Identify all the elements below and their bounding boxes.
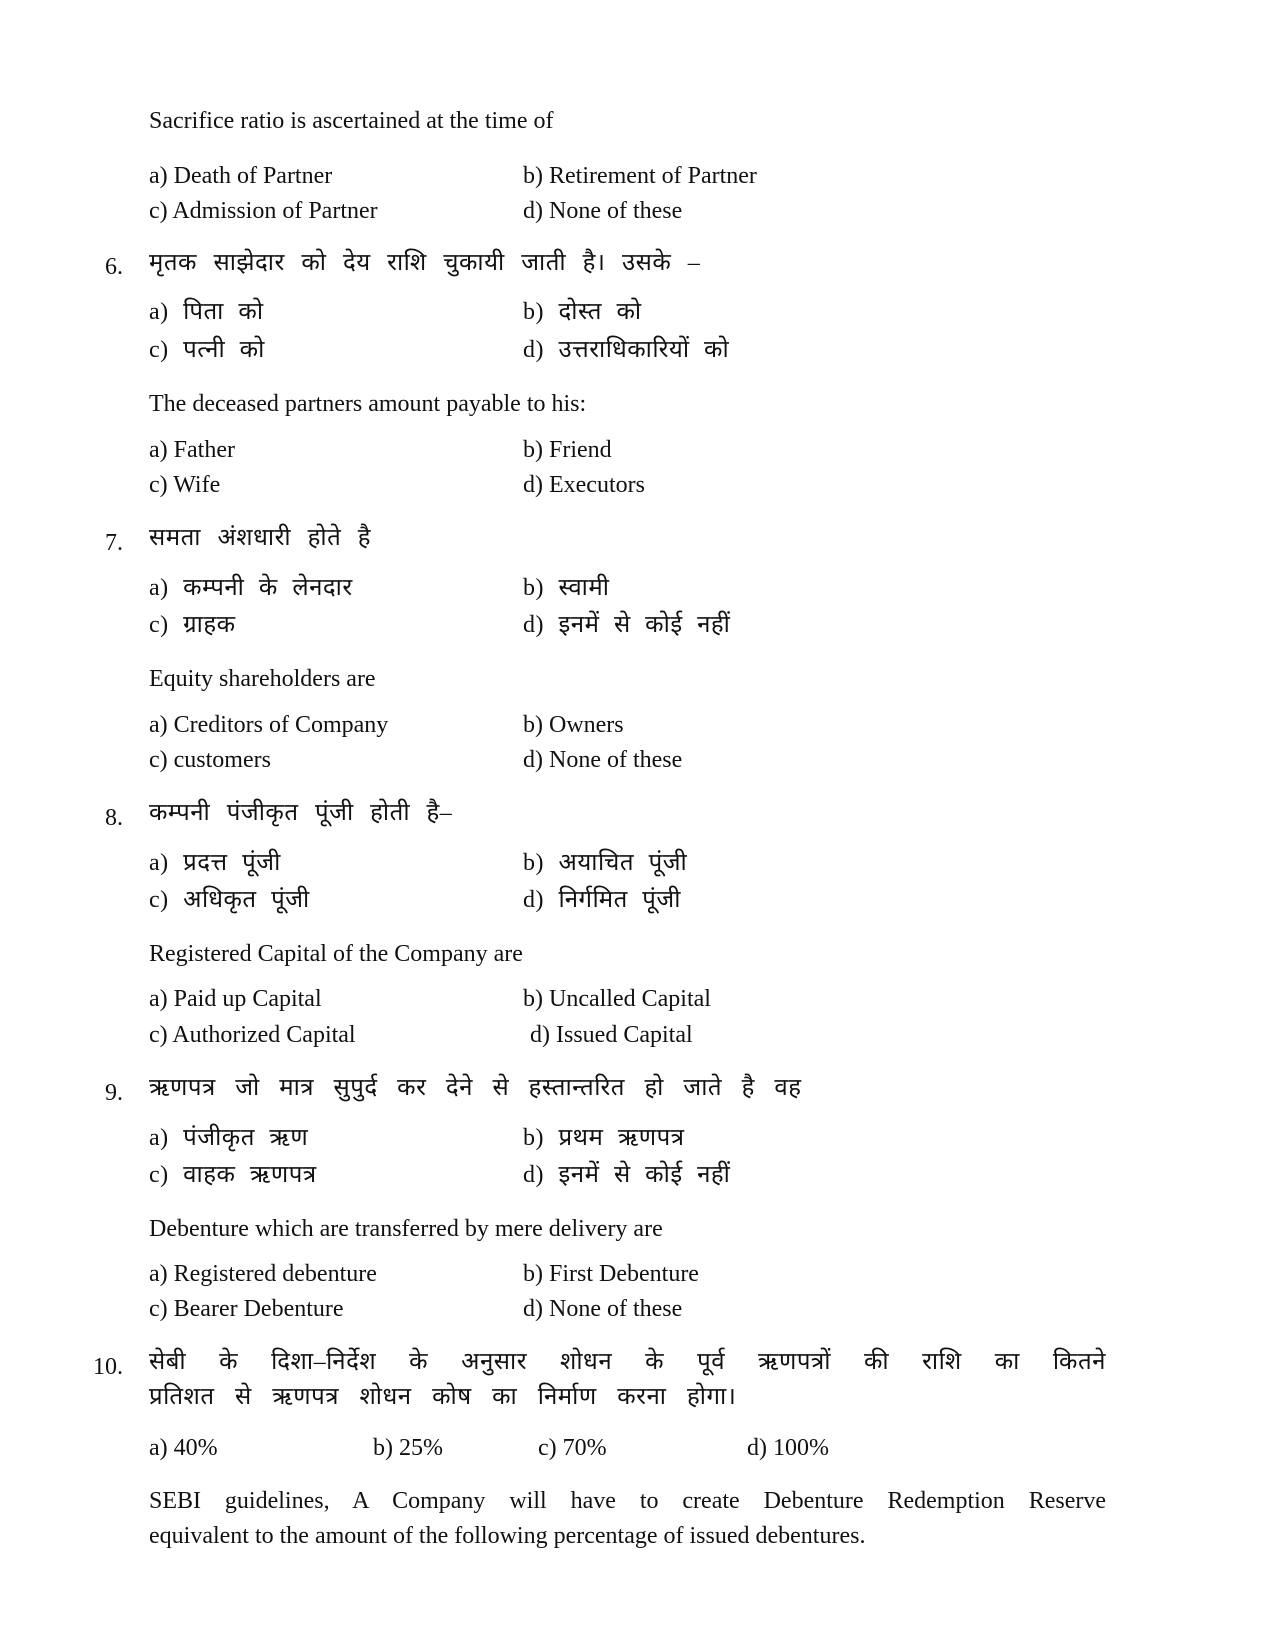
question-number: 7. [105, 530, 123, 556]
question-text: Sacrifice ratio is ascertained at the time of [149, 108, 554, 134]
option-b-hindi: b) स्वामी [523, 575, 610, 601]
option-b: b) Owners [523, 712, 624, 738]
question-text-hindi: ऋणपत्र जो मात्र सुपुर्द कर देने से हस्तान्तरित हो जाते है वह [149, 1075, 802, 1101]
option-b: b) Friend [523, 437, 612, 463]
option-b-hindi: b) दोस्त को [523, 299, 642, 325]
option-a: a) Creditors of Company [149, 712, 389, 738]
option-c-hindi: c) ग्राहक [149, 612, 236, 638]
question-text-line-1: SEBI guidelines, A Company will have to create Debenture Redemption Reserve [149, 1488, 1106, 1514]
option-d-hindi: d) उत्तराधिकारियों को [523, 337, 730, 363]
option-c: c) Wife [149, 472, 221, 498]
option-b: b) Uncalled Capital [523, 986, 711, 1012]
option-d: d) Issued Capital [530, 1022, 693, 1048]
question-number: 8. [105, 805, 123, 831]
question-text-hindi-line-2: प्रतिशत से ऋणपत्र शोधन कोष का निर्माण करना होगा। [149, 1384, 737, 1410]
option-c-hindi: c) पत्नी को [149, 337, 265, 363]
option-d: d) 100% [747, 1435, 829, 1461]
option-b-hindi: b) प्रथम ऋणपत्र [523, 1125, 685, 1151]
question-text-hindi-line-1: सेबी के दिशा–निर्देश के अनुसार शोधन के पूर्व ऋणपत्रों की राशि का कितने [149, 1349, 1106, 1375]
option-c-hindi: c) वाहक ऋणपत्र [149, 1162, 317, 1188]
option-a: a) Death of Partner [149, 163, 333, 189]
question-text-hindi: मृतक साझेदार को देय राशि चुकायी जाती है। उसके – [149, 250, 701, 276]
question-text: Registered Capital of the Company are [149, 941, 523, 967]
option-a: a) 40% [149, 1435, 218, 1461]
question-text: Equity shareholders are [149, 666, 376, 692]
option-c: c) 70% [538, 1435, 607, 1461]
option-a-hindi: a) प्रदत्त पूंजी [149, 850, 281, 876]
option-a-hindi: a) पंजीकृत ऋण [149, 1125, 309, 1151]
option-d: d) None of these [523, 198, 683, 224]
question-number: 10. [93, 1354, 123, 1380]
option-a: a) Paid up Capital [149, 986, 322, 1012]
option-a-hindi: a) कम्पनी के लेनदार [149, 575, 353, 601]
option-c: c) Bearer Debenture [149, 1296, 344, 1322]
option-c-hindi: c) अधिकृत पूंजी [149, 887, 310, 913]
option-d: d) None of these [523, 747, 683, 773]
question-text-line-2: equivalent to the amount of the following percentage of issued debentures. [149, 1523, 866, 1549]
option-d-hindi: d) निर्गमित पूंजी [523, 887, 681, 913]
option-c: c) customers [149, 747, 271, 773]
option-b: b) Retirement of Partner [523, 163, 757, 189]
question-text-hindi: समता अंशधारी होते है [149, 525, 372, 551]
option-b: b) First Debenture [523, 1261, 699, 1287]
question-number: 6. [105, 254, 123, 280]
question-text: The deceased partners amount payable to his: [149, 391, 587, 417]
option-d: d) None of these [523, 1296, 683, 1322]
option-a: a) Father [149, 437, 235, 463]
option-a: a) Registered debenture [149, 1261, 377, 1287]
question-number: 9. [105, 1080, 123, 1106]
option-b: b) 25% [373, 1435, 443, 1461]
option-c: c) Authorized Capital [149, 1022, 356, 1048]
option-a-hindi: a) पिता को [149, 299, 264, 325]
option-d: d) Executors [523, 472, 645, 498]
option-c: c) Admission of Partner [149, 198, 378, 224]
question-text-hindi: कम्पनी पंजीकृत पूंजी होती है– [149, 800, 453, 826]
option-d-hindi: d) इनमें से कोई नहीं [523, 1162, 731, 1188]
option-d-hindi: d) इनमें से कोई नहीं [523, 612, 731, 638]
question-text: Debenture which are transferred by mere delivery are [149, 1216, 663, 1242]
option-b-hindi: b) अयाचित पूंजी [523, 850, 688, 876]
